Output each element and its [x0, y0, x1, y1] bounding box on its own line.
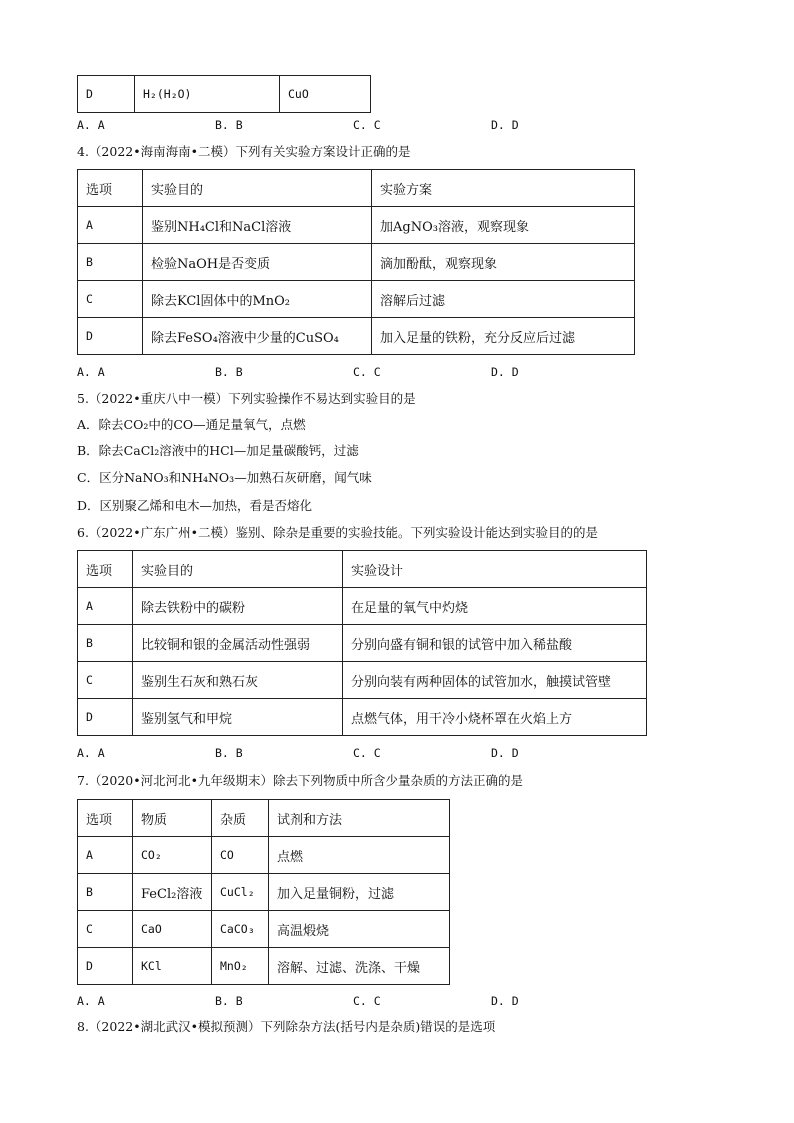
q4-table	[77, 169, 635, 355]
table-row	[78, 76, 371, 113]
table-cell: 检验NaOH是否变质	[143, 244, 372, 281]
question-stem: 7.（2020•河北河北•九年级期末）除去下列物质中所含少量杂质的方法正确的是	[77, 773, 523, 788]
table-header-cell: 物质	[133, 800, 212, 837]
option-text: B. B	[215, 746, 243, 760]
table-row	[78, 948, 450, 985]
question-stem: 8.（2022•湖北武汉•模拟预测）下列除杂方法(括号内是杂质)错误的是选项	[77, 1019, 496, 1034]
table-cell: 在足量的氧气中灼烧	[343, 588, 647, 625]
table-cell: B	[78, 244, 143, 281]
table-row	[78, 911, 450, 948]
option-text: C. C	[353, 365, 381, 379]
table-cell: 鉴别生石灰和熟石灰	[133, 662, 343, 699]
table-cell: B	[78, 874, 133, 911]
question-stem: 4.（2022•海南海南•二模）下列有关实验方案设计正确的是	[77, 144, 411, 159]
choice-text: B．除去CaCl₂溶液中的HCl—加足量碳酸钙，过滤	[77, 443, 359, 458]
option-text: D. D	[491, 365, 519, 379]
option-text: C. C	[353, 118, 381, 132]
table-cell: 鉴别NH₄Cl和NaCl溶液	[143, 207, 372, 244]
option-text: A. A	[77, 118, 105, 132]
table-cell: D	[78, 318, 143, 355]
table-header-cell: 实验方案	[372, 170, 635, 207]
table-row	[78, 874, 450, 911]
table-cell: MnO₂	[212, 948, 269, 985]
table-row	[78, 588, 647, 625]
table-header-cell: 选项	[78, 170, 143, 207]
table-cell: 加入足量铜粉，过滤	[269, 874, 450, 911]
table-cell: D	[78, 948, 133, 985]
q7-table	[77, 799, 450, 985]
table-cell: H₂(H₂O)	[135, 76, 280, 113]
table-cell: A	[78, 588, 133, 625]
table-cell: CO	[212, 837, 269, 874]
option-text: C. C	[353, 994, 381, 1008]
table-cell: 分别向装有两种固体的试管加水，触摸试管壁	[343, 662, 647, 699]
table-header-row	[78, 170, 635, 207]
question-stem: 5.（2022•重庆八中一模）下列实验操作不易达到实验目的是	[77, 391, 416, 406]
table-row	[78, 318, 635, 355]
table-cell: 高温煅烧	[269, 911, 450, 948]
table-cell: 点燃气体，用干冷小烧杯罩在火焰上方	[343, 699, 647, 736]
table-cell: 滴加酚酞，观察现象	[372, 244, 635, 281]
table-cell: C	[78, 911, 133, 948]
option-text: B. B	[215, 365, 243, 379]
table-cell: 鉴别氢气和甲烷	[133, 699, 343, 736]
table-cell: 除去FeSO₄溶液中少量的CuSO₄	[143, 318, 372, 355]
table-cell: CuO	[280, 76, 371, 113]
table-cell: A	[78, 837, 133, 874]
choice-text: A．除去CO₂中的CO—通足量氧气，点燃	[77, 417, 306, 432]
table-header-cell: 试剂和方法	[269, 800, 450, 837]
table-row	[78, 625, 647, 662]
table-header-row	[78, 551, 647, 588]
table-cell: D	[78, 76, 135, 113]
table-cell: C	[78, 662, 133, 699]
table-cell: CO₂	[133, 837, 212, 874]
table-cell: CaO	[133, 911, 212, 948]
option-text: D. D	[491, 994, 519, 1008]
choice-text: C．区分NaNO₃和NH₄NO₃—加熟石灰研磨，闻气味	[77, 470, 372, 485]
table-row	[78, 207, 635, 244]
option-text: C. C	[353, 746, 381, 760]
table-row	[78, 281, 635, 318]
table-header-cell: 杂质	[212, 800, 269, 837]
q6-table	[77, 550, 647, 736]
table-header-row	[78, 800, 450, 837]
table-header-cell: 选项	[78, 800, 133, 837]
table-cell: 溶解、过滤、洗涤、干燥	[269, 948, 450, 985]
table-cell: CuCl₂	[212, 874, 269, 911]
table-cell: 比较铜和银的金属活动性强弱	[133, 625, 343, 662]
table-header-cell: 实验目的	[133, 551, 343, 588]
table-row	[78, 699, 647, 736]
table-cell: D	[78, 699, 133, 736]
table-cell: C	[78, 281, 143, 318]
table-cell: 加入足量的铁粉，充分反应后过滤	[372, 318, 635, 355]
table-row	[78, 837, 450, 874]
table-cell: 分别向盛有铜和银的试管中加入稀盐酸	[343, 625, 647, 662]
option-text: B. B	[215, 994, 243, 1008]
table-cell: 除去铁粉中的碳粉	[133, 588, 343, 625]
table-row	[78, 662, 647, 699]
option-text: B. B	[215, 118, 243, 132]
table-cell: CaCO₃	[212, 911, 269, 948]
table-cell: 溶解后过滤	[372, 281, 635, 318]
table-header-cell: 实验设计	[343, 551, 647, 588]
option-text: A. A	[77, 746, 105, 760]
option-text: D. D	[491, 746, 519, 760]
table-cell: KCl	[133, 948, 212, 985]
option-text: A. A	[77, 365, 105, 379]
choice-text: D．区别聚乙烯和电木—加热，看是否熔化	[77, 498, 313, 513]
question-stem: 6.（2022•广东广州•二模）鉴别、除杂是重要的实验技能。下列实验设计能达到实验目的的是	[77, 525, 598, 540]
table-cell: A	[78, 207, 143, 244]
option-text: A. A	[77, 994, 105, 1008]
table-header-cell: 实验目的	[143, 170, 372, 207]
option-text: D. D	[491, 118, 519, 132]
table-row	[78, 244, 635, 281]
table-cell: 加AgNO₃溶液，观察现象	[372, 207, 635, 244]
table-cell: 点燃	[269, 837, 450, 874]
table-header-cell: 选项	[78, 551, 133, 588]
table-cell: FeCl₂溶液	[133, 874, 212, 911]
table-cell: B	[78, 625, 133, 662]
q3-table	[77, 75, 371, 113]
table-cell: 除去KCl固体中的MnO₂	[143, 281, 372, 318]
